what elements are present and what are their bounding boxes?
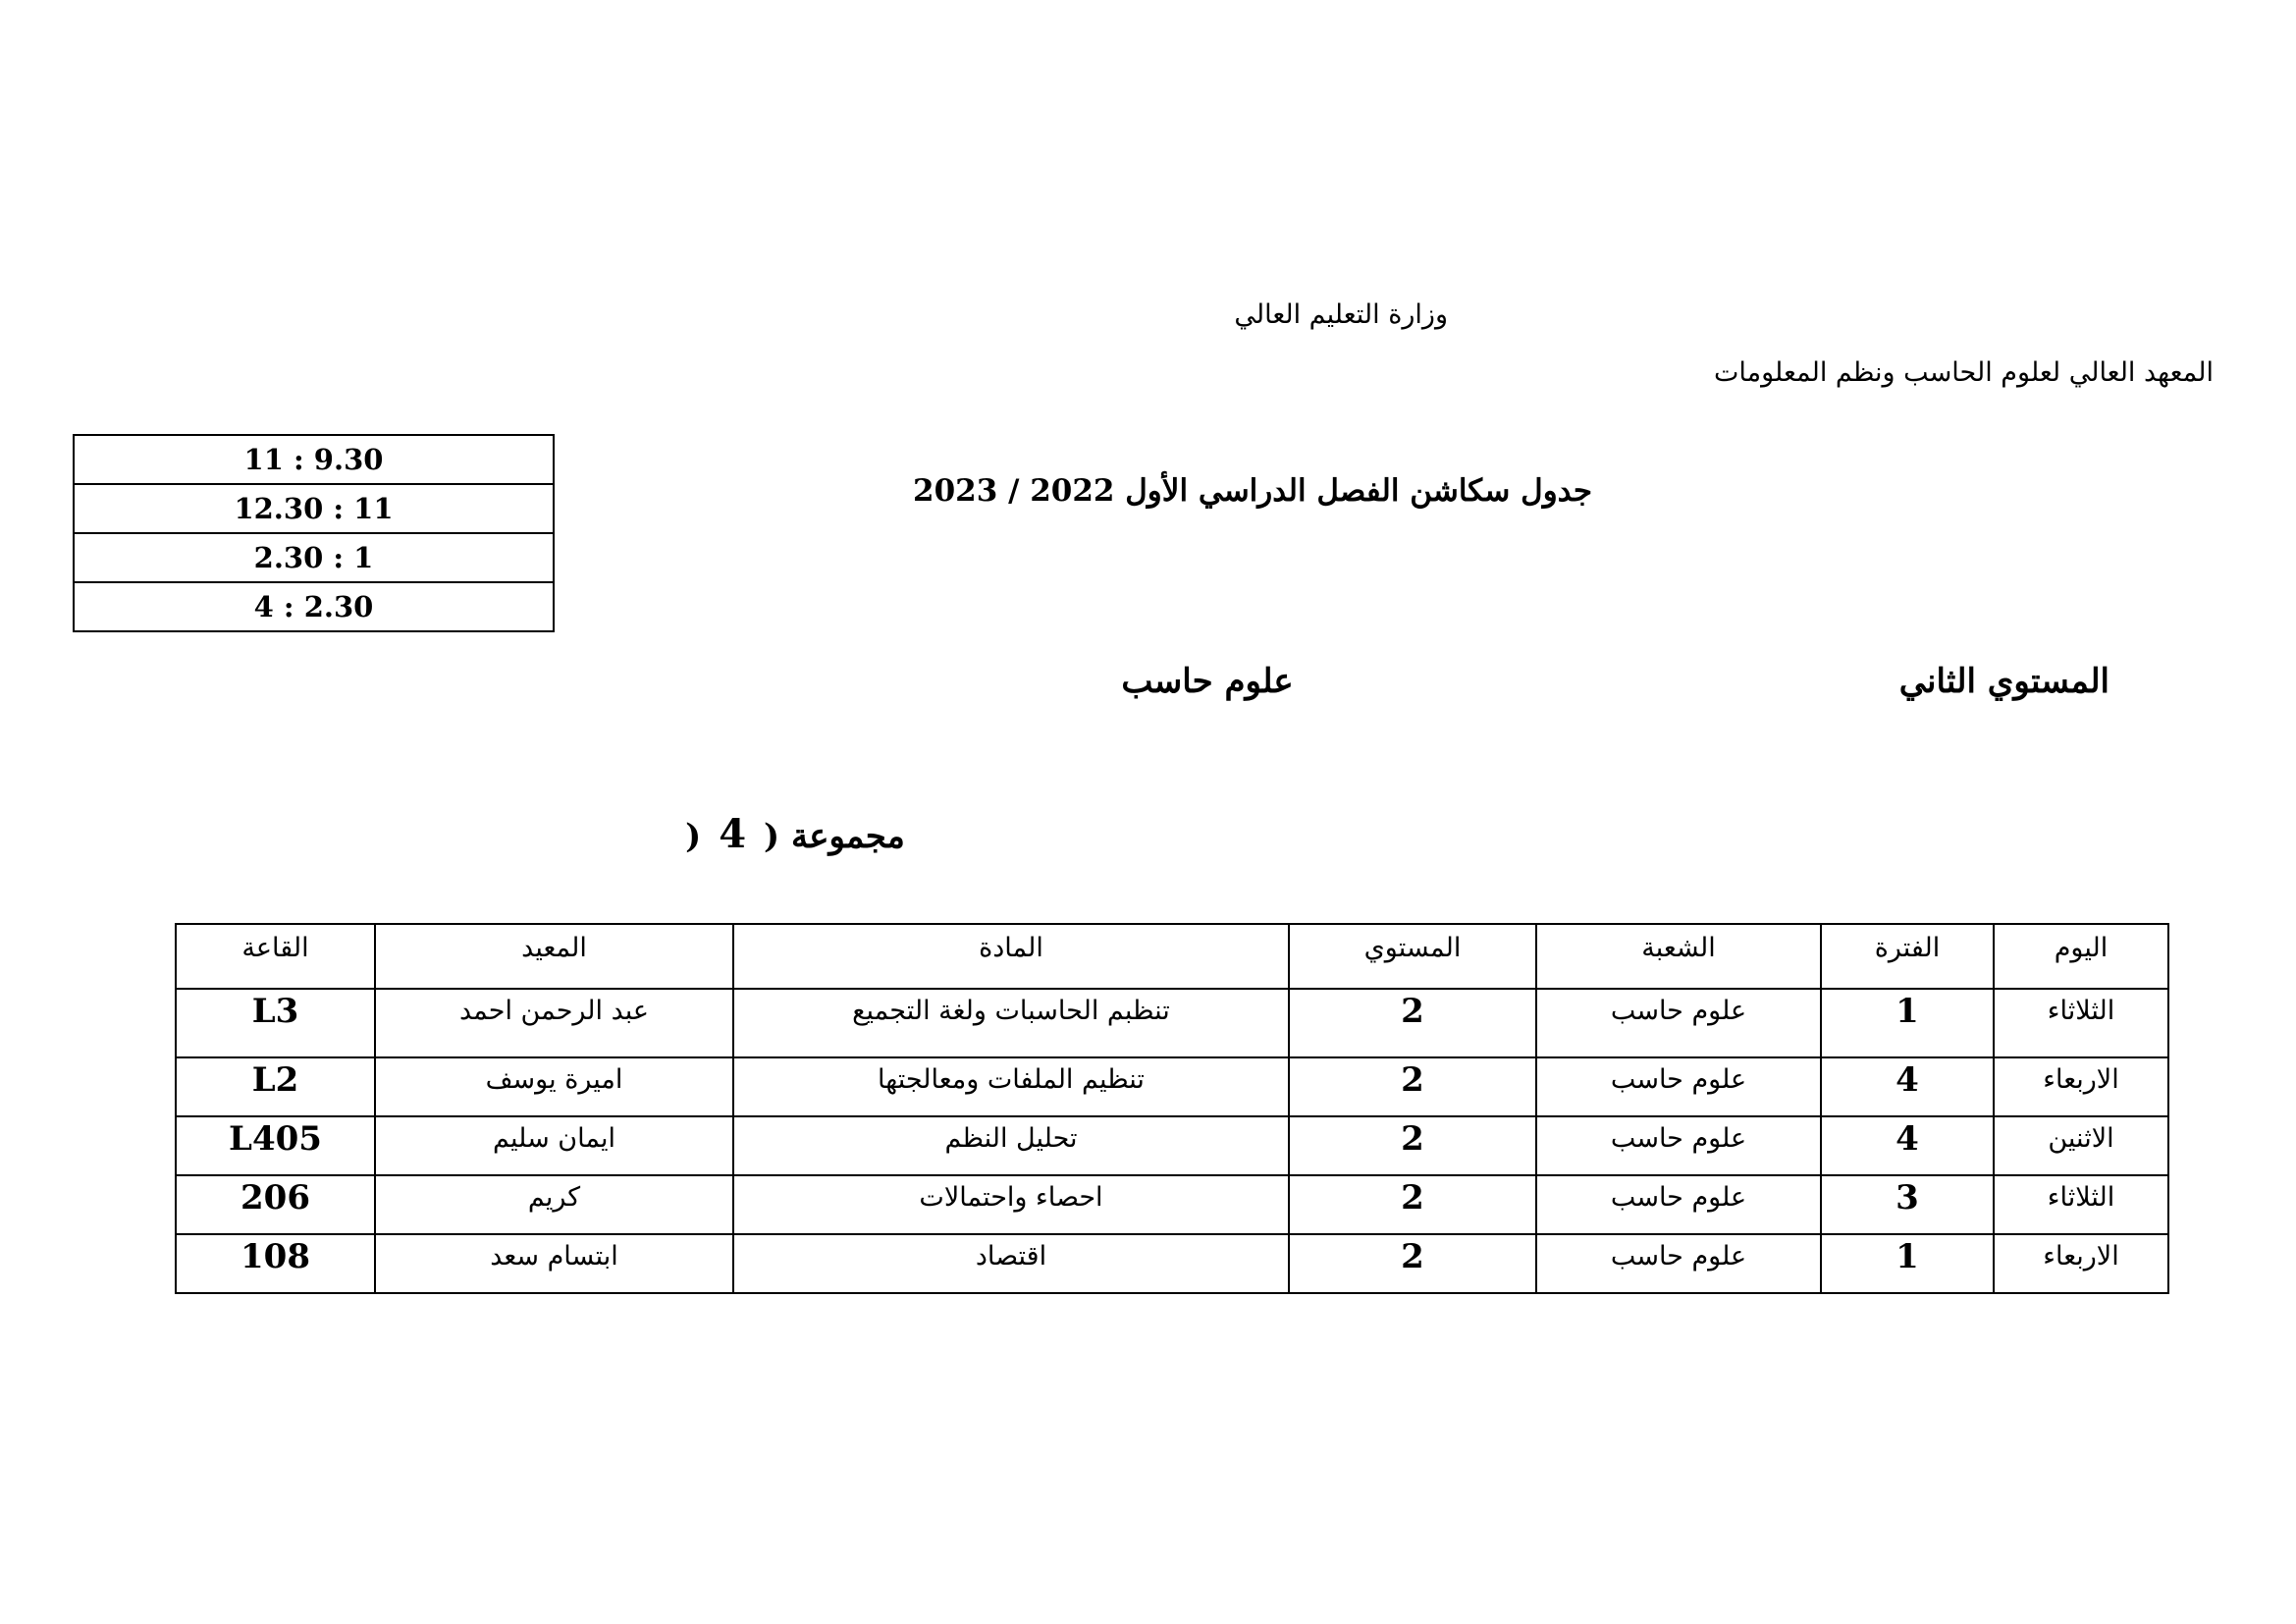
cell-level: 2 [1289,1175,1536,1234]
cell-room: L405 [176,1116,375,1175]
cell-subject: تنظيم الملفات ومعالجتها [733,1057,1289,1116]
cell-section: علوم حاسب [1536,989,1821,1057]
schedule-table [175,923,2169,1294]
cell-period: 4 [1821,1116,1994,1175]
cell-section: علوم حاسب [1536,1116,1821,1175]
cell-room: 108 [176,1234,375,1293]
period-time: 2.30 : 1 [74,533,554,582]
cell-subject: اقتصاد [733,1234,1289,1293]
cell-subject: احصاء واحتمالات [733,1175,1289,1234]
column-header-subject: المادة [733,924,1289,989]
cell-subject: تنظبم الحاسبات ولغة التجميع [733,989,1289,1057]
period-row [74,484,554,533]
group-text: مجموعة ( [764,817,905,856]
cell-day: الثلاثاء [1994,989,2168,1057]
table-row [176,1116,2168,1175]
cell-day: الثلاثاء [1994,1175,2168,1234]
cell-level: 2 [1289,1057,1536,1116]
cell-subject: تحليل النظم [733,1116,1289,1175]
ministry-name: وزارة التعليم العالي [1234,299,1448,330]
cell-room: L3 [176,989,375,1057]
cell-level: 2 [1289,1234,1536,1293]
column-header-level: المستوي [1289,924,1536,989]
cell-instructor: عبد الرحمن احمد [375,989,733,1057]
period-row [74,582,554,631]
cell-level: 2 [1289,1116,1536,1175]
department-label: علوم حاسب [1121,662,1294,701]
cell-instructor: اميرة يوسف [375,1057,733,1116]
cell-period: 3 [1821,1175,1994,1234]
cell-section: علوم حاسب [1536,1057,1821,1116]
table-header-row [176,924,2168,989]
column-header-day: اليوم [1994,924,2168,989]
column-header-room: القاعة [176,924,375,989]
cell-room: L2 [176,1057,375,1116]
document-title: جدول سكاشن الفصل الدراسي الأول 2022 / 2023 [913,473,1593,509]
cell-day: الاربعاء [1994,1234,2168,1293]
cell-day: الاربعاء [1994,1057,2168,1116]
cell-period: 1 [1821,1234,1994,1293]
cell-section: علوم حاسب [1536,1234,1821,1293]
column-header-period: الفترة [1821,924,1994,989]
group-number: 4 [719,811,747,857]
column-header-section: الشعبة [1536,924,1821,989]
cell-room: 206 [176,1175,375,1234]
institute-name: المعهد العالي لعلوم الحاسب ونظم المعلومات [1713,357,2214,388]
period-times-table [73,434,555,632]
table-row [176,989,2168,1057]
period-row [74,435,554,484]
cell-period: 4 [1821,1057,1994,1116]
cell-instructor: كريم [375,1175,733,1234]
group-close: ) [685,817,702,856]
period-time: 11 : 9.30 [74,435,554,484]
table-row [176,1057,2168,1116]
cell-period: 1 [1821,989,1994,1057]
column-header-instructor: المعيد [375,924,733,989]
period-time: 4 : 2.30 [74,582,554,631]
cell-instructor: ايمان سليم [375,1116,733,1175]
table-row [176,1234,2168,1293]
table-row [176,1175,2168,1234]
cell-instructor: ابتسام سعد [375,1234,733,1293]
period-time: 12.30 : 11 [74,484,554,533]
cell-day: الاثنين [1994,1116,2168,1175]
level-label: المستوي الثاني [1898,662,2109,701]
cell-level: 2 [1289,989,1536,1057]
cell-section: علوم حاسب [1536,1175,1821,1234]
group-label [648,811,942,857]
period-row [74,533,554,582]
